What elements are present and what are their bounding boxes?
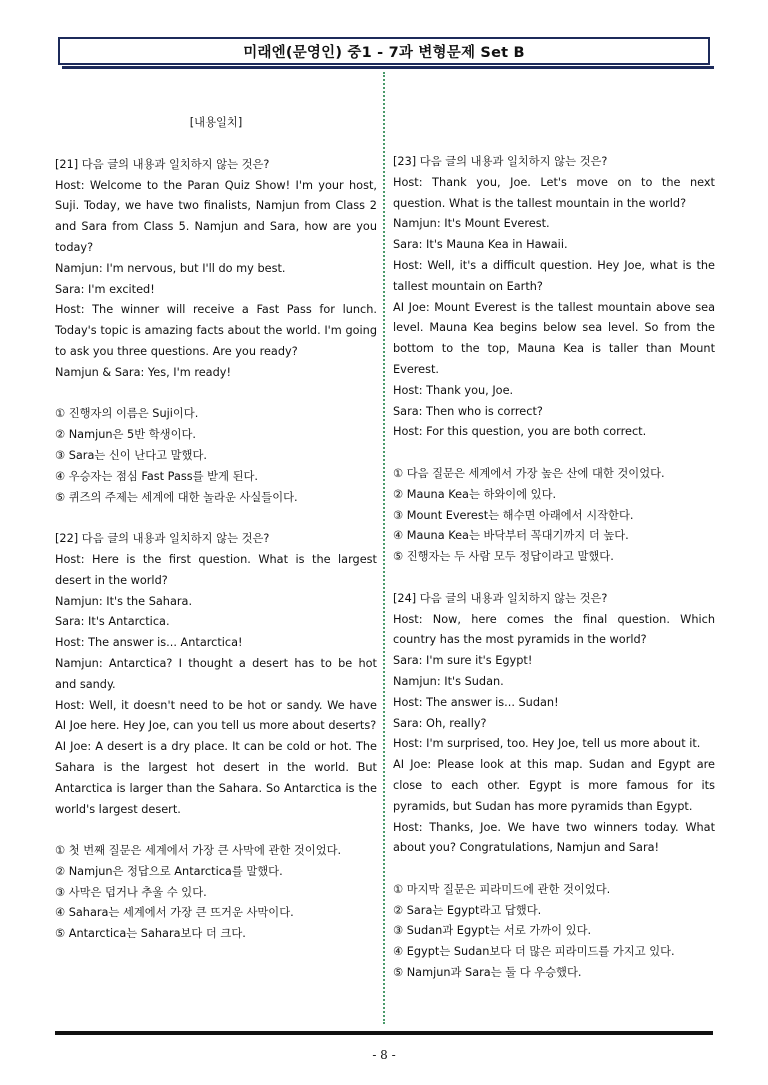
footer-rule: [55, 1031, 713, 1035]
question-24: [393, 589, 715, 984]
dialogue-line: Sara: Then who is correct?: [393, 404, 543, 418]
answer-option: ② Namjun은 5반 학생이다.: [55, 428, 196, 442]
answer-option: ④ Mauna Kea는 바닥부터 꼭대기까지 더 높다.: [393, 529, 629, 543]
right-column: [393, 152, 715, 984]
left-column: [55, 113, 377, 945]
dialogue-line: AI Joe: Mount Everest is the tallest mountain above sea level. Mauna Kea begins below sea level. So from the bottom to the top, Mauna Kea is taller than Mount Everest.: [393, 300, 715, 376]
dialogue-line: Host: Thank you, Joe.: [393, 383, 514, 397]
dialogue-line: Host: For this question, you are both correct.: [393, 425, 647, 439]
dialogue-line: Host: Well, it's a difficult question. Hey Joe, what is the tallest mountain on Earth?: [393, 258, 715, 293]
answer-option: ⑤ Namjun과 Sara는 둘 다 우승했다.: [393, 966, 582, 980]
dialogue-line: Sara: It's Mauna Kea in Hawaii.: [393, 238, 568, 252]
dialogue-line: Host: The answer is... Antarctica!: [55, 636, 243, 650]
dialogue-line: Host: Thanks, Joe. We have two winners today. What about you? Congratulations, Namjun and Sara!: [393, 820, 715, 855]
question-stem: [22] 다음 글의 내용과 일치하지 않는 것은?: [55, 532, 270, 546]
question-stem: [24] 다음 글의 내용과 일치하지 않는 것은?: [393, 591, 608, 605]
answer-options: [55, 404, 377, 508]
answer-options: [393, 880, 715, 984]
dialogue-line: Sara: I'm sure it's Egypt!: [393, 654, 533, 668]
dialogue-line: Host: Welcome to the Paran Quiz Show! I'm your host, Suji. Today, we have two finalists, Namjun from Class 2 and Sara from Class 5. Namjun and Sara, how are you today?: [55, 178, 377, 254]
dialogue-line: Sara: It's Antarctica.: [55, 615, 170, 629]
dialogue-line: Namjun & Sara: Yes, I'm ready!: [55, 365, 231, 379]
answer-option: ② Namjun은 정답으로 Antarctica를 말했다.: [55, 864, 283, 878]
answer-option: ① 마지막 질문은 피라미드에 관한 것이었다.: [393, 882, 611, 896]
dialogue-line: Host: Here is the first question. What is the largest desert in the world?: [55, 552, 377, 587]
dialogue-line: Sara: I'm excited!: [55, 282, 155, 296]
answer-option: ⑤ 진행자는 두 사람 모두 정답이라고 말했다.: [393, 550, 614, 564]
answer-option: ③ Mount Everest는 해수면 아래에서 시작한다.: [393, 508, 634, 522]
dialogue-line: Namjun: It's Sudan.: [393, 674, 504, 688]
page-title: 미래엔(문영인) 중1 - 7과 변형문제 Set B: [243, 44, 525, 61]
answer-options: [393, 464, 715, 568]
answer-option: ② Sara는 Egypt라고 답했다.: [393, 903, 542, 917]
question-stem: [23] 다음 글의 내용과 일치하지 않는 것은?: [393, 155, 608, 168]
answer-option: ③ Sara는 신이 난다고 말했다.: [55, 448, 207, 462]
answer-option: ⑤ 퀴즈의 주제는 세계에 대한 놀라운 사실들이다.: [55, 490, 298, 504]
answer-option: ④ Sahara는 세계에서 가장 큰 뜨거운 사막이다.: [55, 906, 294, 920]
dialogue-line: Namjun: It's Mount Everest.: [393, 217, 550, 231]
answer-option: ③ Sudan과 Egypt는 서로 가까이 있다.: [393, 924, 592, 938]
dialogue-line: Host: The winner will receive a Fast Pass for lunch. Today's topic is amazing facts about the world. I'm going to ask you three questions. Are you ready?: [55, 303, 377, 358]
dialogue-line: Namjun: Antarctica? I thought a desert has to be hot and sandy.: [55, 656, 377, 691]
question-22: [55, 529, 377, 945]
dialogue-line: Host: The answer is... Sudan!: [393, 695, 559, 709]
answer-options: [55, 841, 377, 945]
answer-option: ④ Egypt는 Sudan보다 더 많은 피라미드를 가지고 있다.: [393, 945, 675, 959]
page-title-box: [58, 37, 710, 65]
dialogue-line: Sara: Oh, really?: [393, 716, 487, 730]
dialogue-line: Namjun: It's the Sahara.: [55, 594, 193, 608]
answer-option: ① 진행자의 이름은 Suji이다.: [55, 407, 199, 421]
dialogue-line: Host: Thank you, Joe. Let's move on to the next question. What is the tallest mountain in the world?: [393, 175, 715, 210]
dialogue-line: Host: I'm surprised, too. Hey Joe, tell us more about it.: [393, 737, 701, 751]
answer-option: ① 첫 번째 질문은 세계에서 가장 큰 사막에 관한 것이었다.: [55, 844, 342, 858]
dialogue-line: Namjun: I'm nervous, but I'll do my best.: [55, 261, 286, 275]
answer-option: ③ 사막은 덥거나 추울 수 있다.: [55, 885, 207, 899]
dialogue-line: AI Joe: A desert is a dry place. It can be cold or hot. The Sahara is the largest hot desert in the world. But Antarctica is larger than the Sahara. So Antarctica is the world's largest desert.: [55, 740, 377, 816]
answer-option: ⑤ Antarctica는 Sahara보다 더 크다.: [55, 927, 246, 941]
question-21: [55, 155, 377, 509]
dialogue-line: Host: Now, here comes the final question. Which country has the most pyramids in the world?: [393, 612, 715, 647]
column-divider: [383, 72, 385, 1024]
answer-option: ② Mauna Kea는 하와이에 있다.: [393, 487, 557, 501]
dialogue-line: Host: Well, it doesn't need to be hot or sandy. We have AI Joe here. Hey Joe, can you tell us more about deserts?: [55, 698, 377, 733]
dialogue-line: AI Joe: Please look at this map. Sudan and Egypt are close to each other. Egypt is more famous for its pyramids, but Sudan has more pyramids than Egypt.: [393, 758, 715, 813]
section-label: [내용일치]: [189, 116, 243, 129]
answer-option: ① 다음 질문은 세계에서 가장 높은 산에 대한 것이었다.: [393, 466, 665, 480]
answer-option: ④ 우승자는 점심 Fast Pass를 받게 된다.: [55, 469, 259, 483]
question-23: [393, 152, 715, 568]
page-number: - 8 -: [372, 1048, 396, 1062]
question-stem: [21] 다음 글의 내용과 일치하지 않는 것은?: [55, 157, 270, 171]
